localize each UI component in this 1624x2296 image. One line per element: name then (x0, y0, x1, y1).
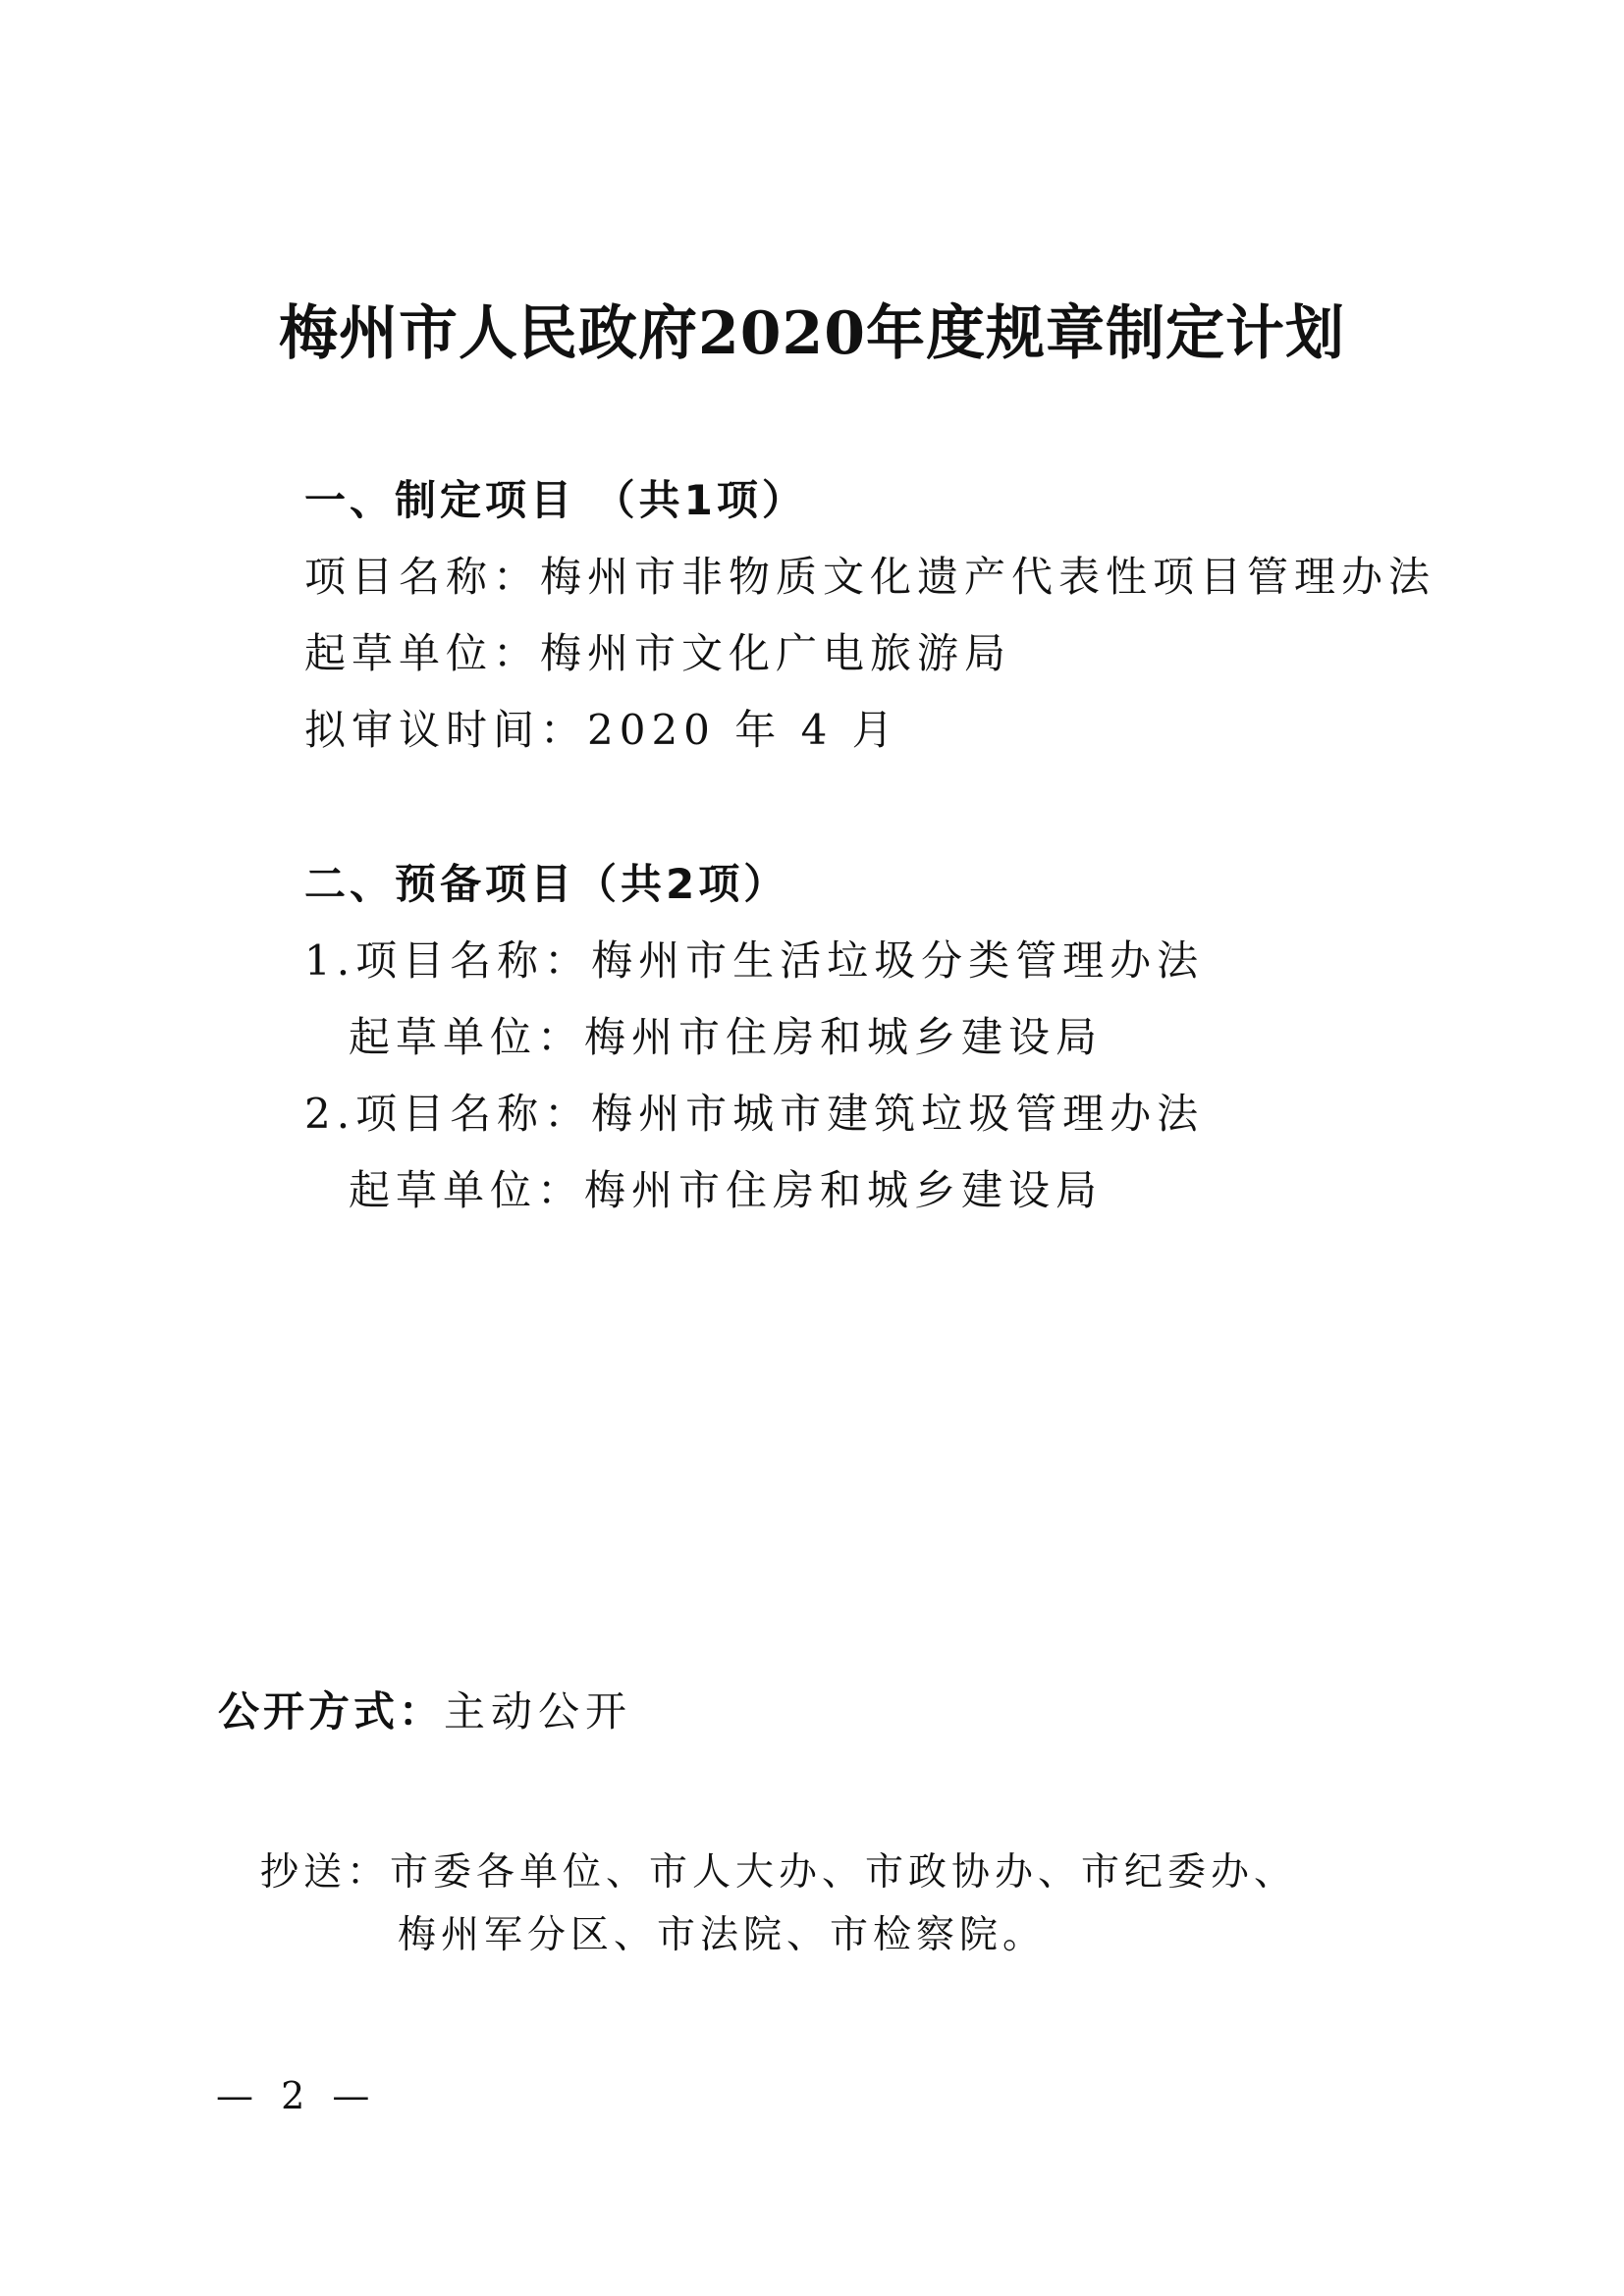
cc-line-1: 抄送：市委各单位、市人大办、市政协办、市纪委办、 (260, 1850, 1298, 1895)
section2-item1-drafting-unit: 起草单位：梅州市住房和城乡建设局 (349, 1013, 1104, 1061)
disclosure-label: 公开方式： (218, 1687, 445, 1735)
section2-heading: 二、预备项目（共2项） (304, 860, 789, 908)
section2-item2-project-name: 2.项目名称：梅州市城市建筑垃圾管理办法 (304, 1090, 1205, 1138)
section2-item2-drafting-unit: 起草单位：梅州市住房和城乡建设局 (349, 1166, 1104, 1214)
section1-drafting-unit: 起草单位：梅州市文化广电旅游局 (304, 629, 1012, 677)
page-number: — 2 — (216, 2074, 378, 2117)
section1-review-time: 拟审议时间：2020 年 4 月 (304, 706, 899, 754)
section1-heading: 一、制定项目 （共1项） (304, 476, 807, 524)
document-title: 梅州市人民政府2020年度规章制定计划 (279, 299, 1345, 368)
section1-project-name: 项目名称：梅州市非物质文化遗产代表性项目管理办法 (304, 553, 1436, 601)
section2-item1-project-name: 1.项目名称：梅州市生活垃圾分类管理办法 (304, 936, 1205, 985)
disclosure-value: 主动公开 (444, 1687, 633, 1735)
disclosure-line (218, 1684, 632, 1739)
cc-line-2: 梅州军分区、市法院、市检察院。 (398, 1913, 1047, 1957)
